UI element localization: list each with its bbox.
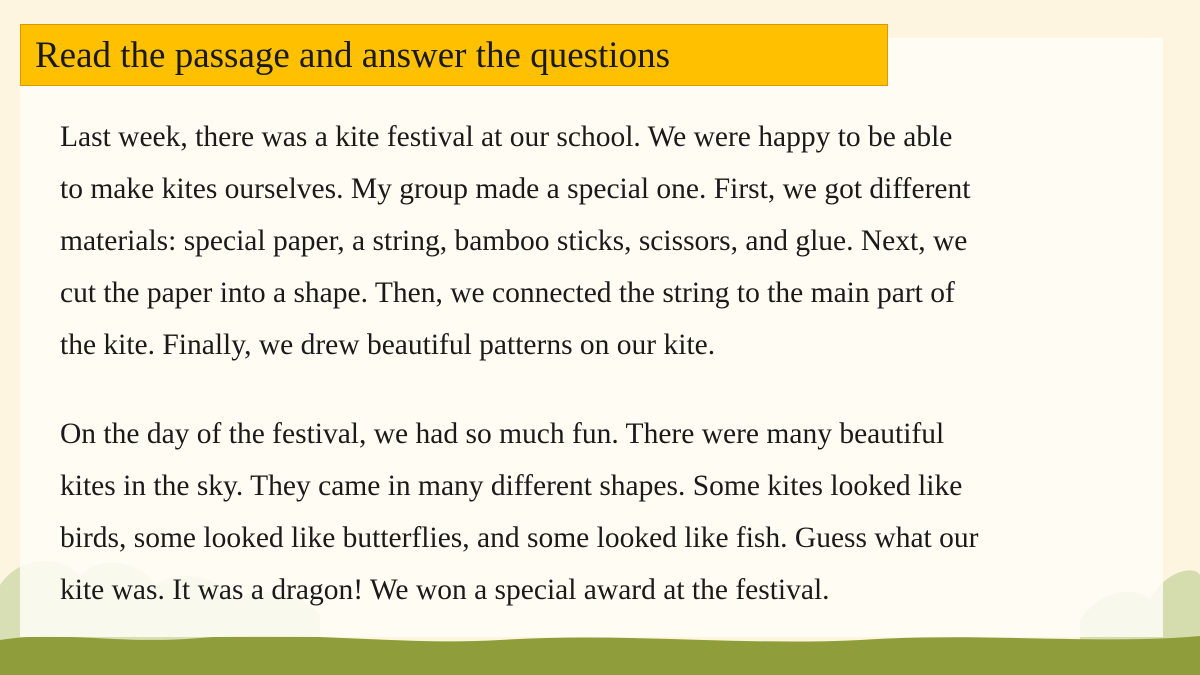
slide-title: Read the passage and answer the questions xyxy=(35,34,670,76)
passage-line: birds, some looked like butterflies, and some looked like fish. Guess what our xyxy=(60,522,979,554)
title-bar xyxy=(20,24,888,86)
passage-line: Last week, there was a kite festival at our school. We were happy to be able xyxy=(60,121,953,153)
passage-line: kites in the sky. They came in many different shapes. Some kites looked like xyxy=(60,470,963,502)
passage-line: materials: special paper, a string, bamboo sticks, scissors, and glue. Next, we xyxy=(60,225,968,257)
passage-line: to make kites ourselves. My group made a special one. First, we got different xyxy=(60,173,971,205)
grass-strip-illustration xyxy=(0,636,1200,675)
passage-line: cut the paper into a shape. Then, we connected the string to the main part of xyxy=(60,277,955,309)
passage-paragraph-2 xyxy=(60,408,1150,616)
passage-line: the kite. Finally, we drew beautiful patterns on our kite. xyxy=(60,329,716,361)
passage-paragraph-1 xyxy=(60,111,1150,371)
passage-line: kite was. It was a dragon! We won a special award at the festival. xyxy=(60,574,830,606)
passage-line: On the day of the festival, we had so much fun. There were many beautiful xyxy=(60,418,945,450)
reading-passage xyxy=(60,111,1150,616)
